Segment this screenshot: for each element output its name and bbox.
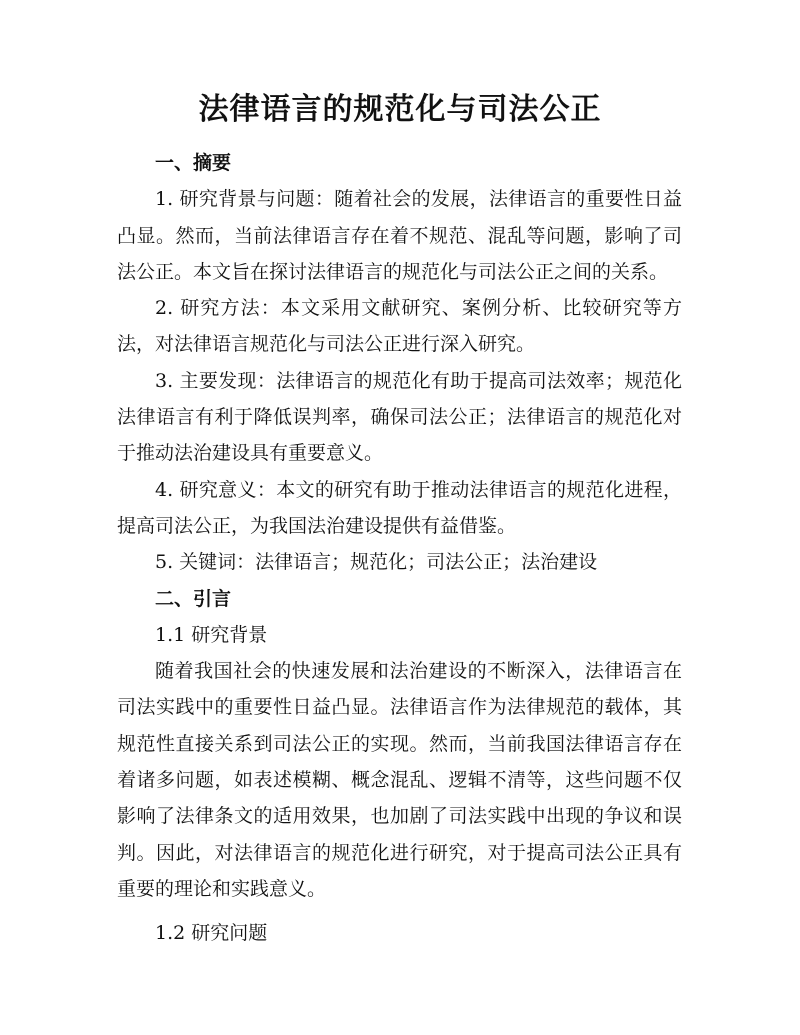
- document-body: [117, 145, 682, 952]
- subsection-heading-1-1: 1.1 研究背景: [155, 623, 268, 646]
- abstract-item-1: 1. 研究背景与问题：随着社会的发展，法律语言的重要性日益凸显。然而，当前法律语言存在着不规范、混乱等问题，影响了司法公正。本文旨在探讨法律语言的规范化与司法公正之间的关系。: [117, 188, 682, 283]
- section-heading-intro: 二、引言: [155, 587, 232, 610]
- abstract-item-3: 3. 主要发现：法律语言的规范化有助于提高司法效率；规范化法律语言有利于降低误判率，确保司法公正；法律语言的规范化对于推动法治建设具有重要意义。: [117, 369, 682, 465]
- abstract-item-5-keywords: 5. 关键词：法律语言；规范化；司法公正；法治建设: [155, 551, 598, 574]
- abstract-item-2: 2. 研究方法：本文采用文献研究、案例分析、比较研究等方法，对法律语言规范化与司法公正进行深入研究。: [117, 297, 682, 356]
- subsection-heading-1-2: 1.2 研究问题: [155, 922, 268, 945]
- page-title: 法律语言的规范化与司法公正: [198, 92, 602, 127]
- section-heading-abstract: 一、摘要: [155, 152, 232, 174]
- abstract-item-4: 4. 研究意义：本文的研究有助于推动法律语言的规范化进程，提高司法公正，为我国法治建设提供有益借鉴。: [117, 478, 682, 537]
- paragraph-research-background: 随着我国社会的快速发展和法治建设的不断深入，法律语言在司法实践中的重要性日益凸显。法律语言作为法律规范的载体，其规范性直接关系到司法公正的实现。然而，当前我国法律语言存在着诸多问题，如表述模糊、概念混乱、逻辑不清等，这些问题不仅影响了法律条文的适用效果，也加剧了司法实践中出现的争议和误判。因此，对法律语言的规范化进行研究，对于提高司法公正具有重要的理论和实践意义。: [117, 660, 682, 900]
